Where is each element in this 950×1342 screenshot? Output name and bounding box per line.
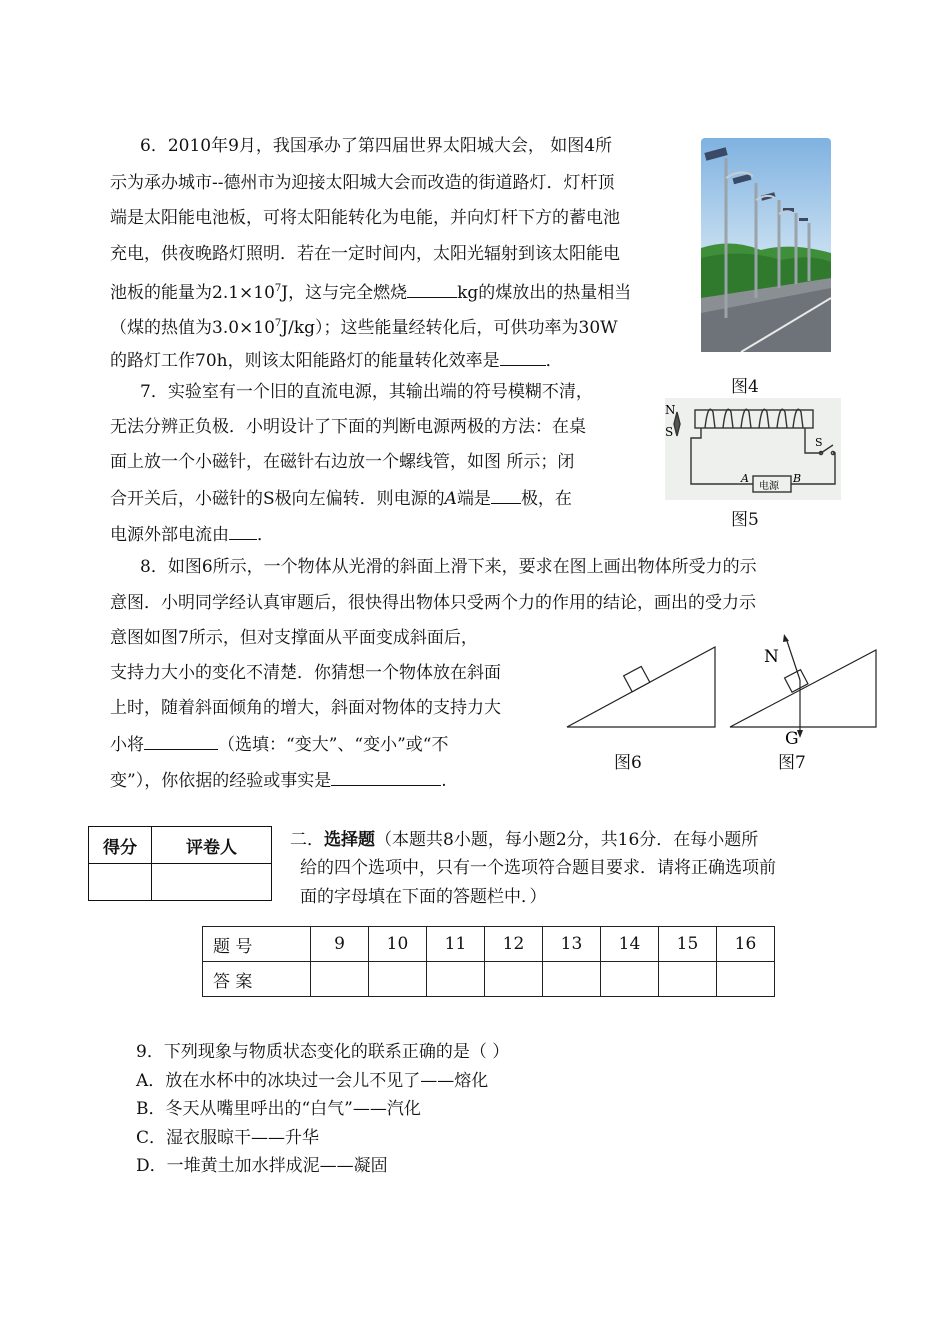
q7-line-4-c: 极，在 bbox=[520, 489, 572, 509]
q6-line-6-b: J/kg）；这些能量经转化后，可供功率为30W bbox=[281, 318, 618, 338]
q6-line-6-a: （煤的热值为3.0×10 bbox=[110, 318, 275, 338]
terminal-b-label: B bbox=[793, 472, 802, 485]
q7-line-3: 面上放一个小磁针，在磁针右边放一个螺线管，如图 所示；闭 bbox=[110, 452, 575, 472]
q7-line-1: 7．实验室有一个旧的直流电源，其输出端的符号模糊不清， bbox=[140, 382, 593, 402]
q7-blank-2[interactable] bbox=[229, 521, 257, 540]
q9-option-a[interactable]: A．放在水杯中的冰块过一会儿不见了——熔化 bbox=[136, 1071, 489, 1091]
question-number: 13 bbox=[543, 927, 601, 962]
q9-option-c[interactable]: C．湿衣服晾干——升华 bbox=[136, 1128, 320, 1148]
answer-cell[interactable] bbox=[311, 962, 369, 997]
q6-line-3: 端是太阳能电池板，可将太阳能转化为电能，并向灯杆下方的蓄电池 bbox=[110, 208, 620, 228]
answer-cell[interactable] bbox=[427, 962, 485, 997]
score-header: 得分 bbox=[89, 827, 152, 864]
question-number: 14 bbox=[601, 927, 659, 962]
q8-blank-2[interactable] bbox=[331, 767, 441, 786]
terminal-a-label: A bbox=[741, 472, 749, 485]
street-lamp-photo bbox=[701, 138, 831, 352]
q6-line-7-a: 的路灯工作70h，则该太阳能路灯的能量转化效率是 bbox=[110, 351, 500, 371]
question-number: 16 bbox=[717, 927, 775, 962]
q7-blank-1[interactable] bbox=[491, 485, 521, 504]
q8-line-1: 8．如图6所示，一个物体从光滑的斜面上滑下来，要求在图上画出物体所受力的示 bbox=[140, 557, 757, 577]
solenoid-circuit-diagram bbox=[665, 398, 841, 500]
q6-line-5 bbox=[110, 277, 631, 305]
answer-cell[interactable] bbox=[543, 962, 601, 997]
force-g-label: G bbox=[785, 729, 799, 749]
question-number: 12 bbox=[485, 927, 543, 962]
q6-blank-1[interactable] bbox=[407, 279, 457, 298]
q6-line-7 bbox=[110, 347, 563, 373]
question-number-label: 题 号 bbox=[203, 927, 311, 962]
q8-line-6-b: （选填：“变大”、“变小”或“不 bbox=[218, 735, 449, 755]
block-fig6 bbox=[624, 666, 650, 691]
q8-line-5: 上时，随着斜面倾角的增大，斜面对物体的支持力大 bbox=[110, 698, 501, 718]
q8-line-6-a: 小将 bbox=[110, 735, 144, 755]
fig7-caption: 图7 bbox=[778, 753, 806, 773]
answer-table-row-answers bbox=[203, 962, 775, 997]
q7-terminal-a: A bbox=[444, 489, 457, 509]
q7-line-4 bbox=[110, 485, 572, 511]
q9-stem: 9．下列现象与物质状态变化的联系正确的是（ ） bbox=[136, 1042, 510, 1062]
power-source-label: 电源 bbox=[759, 481, 779, 492]
q8-line-2: 意图．小明同学经认真审题后，很快得出物体只受两个力的作用的结论，画出的受力示 bbox=[110, 593, 756, 613]
question-number: 9 bbox=[311, 927, 369, 962]
q7-line-4-b: 端是 bbox=[456, 489, 491, 509]
answer-cell[interactable] bbox=[601, 962, 659, 997]
force-n-label: N bbox=[764, 647, 779, 667]
question-number: 11 bbox=[427, 927, 485, 962]
answer-table-row-numbers bbox=[203, 927, 775, 962]
q7-line-5 bbox=[110, 521, 274, 547]
compass-n-label: N bbox=[665, 403, 676, 417]
q6-line-1: 6．2010年9月，我国承办了第四届世界太阳城大会， 如图4所 bbox=[140, 136, 613, 156]
switch-label: S bbox=[815, 436, 823, 449]
grader-cell[interactable] bbox=[152, 864, 272, 901]
incline-figure-7 bbox=[728, 632, 878, 750]
answer-cell[interactable] bbox=[659, 962, 717, 997]
q9-option-d[interactable]: D．一堆黄土加水拌成泥——凝固 bbox=[136, 1156, 388, 1176]
q6-line-4: 充电，供夜晚路灯照明．若在一定时间内，太阳光辐射到该太阳能电 bbox=[110, 244, 620, 264]
score-box bbox=[88, 826, 272, 901]
q6-line-6 bbox=[110, 312, 618, 340]
section2-line-2: 给的四个选项中，只有一个选项符合题目要求．请将正确选项前 bbox=[300, 858, 776, 878]
fig5-caption: 图5 bbox=[731, 510, 759, 530]
q6-line-5-b: J，这与完全燃烧 bbox=[281, 283, 408, 303]
answer-label: 答 案 bbox=[203, 962, 311, 997]
q8-line-4: 支持力大小的变化不清楚．你猜想一个物体放在斜面 bbox=[110, 663, 501, 683]
q7-line-4-a: 合开关后，小磁针的S极向左偏转．则电源的 bbox=[110, 489, 445, 509]
q7-line-5-a: 电源外部电流由 bbox=[110, 525, 229, 545]
q8-line-3: 意图如图7所示，但对支撑面从平面变成斜面后， bbox=[110, 628, 478, 648]
q7-line-2: 无法分辨正负极．小明设计了下面的判断电源两极的方法：在桌 bbox=[110, 417, 586, 437]
grader-header: 评卷人 bbox=[152, 827, 272, 864]
question-number: 15 bbox=[659, 927, 717, 962]
q6-line-7-b: ． bbox=[545, 351, 563, 371]
q8-line-6 bbox=[110, 731, 448, 757]
answer-cell[interactable] bbox=[369, 962, 427, 997]
answer-table bbox=[202, 926, 775, 997]
answer-cell[interactable] bbox=[717, 962, 775, 997]
fig6-caption: 图6 bbox=[614, 753, 642, 773]
q6-blank-2[interactable] bbox=[500, 347, 546, 366]
answer-cell[interactable] bbox=[485, 962, 543, 997]
q6-line-5-a: 池板的能量为2.1×10 bbox=[110, 283, 275, 303]
q8-line-7-a: 变”），你依据的经验或事实是 bbox=[110, 771, 332, 791]
q8-blank-1[interactable] bbox=[144, 731, 218, 750]
section2-title: 选择题 bbox=[324, 830, 375, 850]
solenoid-circuit-figure bbox=[665, 398, 841, 500]
score-cell[interactable] bbox=[89, 864, 152, 901]
fig4-caption: 图4 bbox=[731, 377, 759, 397]
q9-option-b[interactable]: B．冬天从嘴里呼出的“白气”——汽化 bbox=[136, 1099, 421, 1119]
q8-line-7 bbox=[110, 767, 447, 793]
block-fig7 bbox=[785, 670, 808, 693]
q6-exp-2: 7 bbox=[274, 318, 282, 329]
q7-line-5-b: ． bbox=[257, 525, 274, 545]
section2-intro-1: （本题共8小题，每小题2分，共16分．在每小题所 bbox=[375, 830, 759, 850]
incline-figure-6 bbox=[565, 645, 720, 730]
q6-exp-1: 7 bbox=[274, 283, 282, 294]
section2-number: 二． bbox=[290, 830, 324, 850]
q8-line-7-b: . bbox=[441, 771, 447, 791]
section2-line-3: 面的字母填在下面的答题栏中．） bbox=[300, 887, 547, 907]
section2-line-1 bbox=[290, 828, 758, 852]
compass-s-label: S bbox=[665, 425, 674, 439]
q6-line-2: 示为承办城市--德州市为迎接太阳城大会而改造的街道路灯．灯杆顶 bbox=[110, 173, 615, 193]
q6-line-5-c: kg的煤放出的热量相当 bbox=[457, 283, 632, 303]
question-number: 10 bbox=[369, 927, 427, 962]
